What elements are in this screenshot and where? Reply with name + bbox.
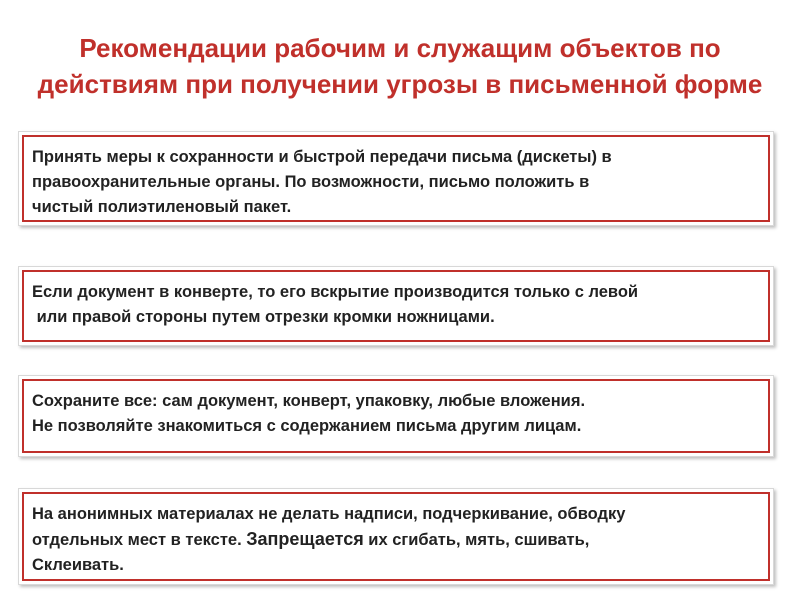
card-text-line: чистый полиэтиленовый пакет.	[32, 198, 292, 216]
card-text-line: Склеивать.	[32, 556, 124, 574]
card-text-line: правоохранительные органы. По возможности, письмо положить в	[32, 173, 590, 191]
card-text-fragment: их сгибать, мять, сшивать,	[363, 531, 590, 549]
recommendation-card-1	[18, 131, 774, 226]
title-line-1: Рекомендации рабочим и служащим объектов по	[79, 33, 721, 63]
recommendation-card-2	[18, 266, 774, 346]
page-title	[0, 30, 800, 102]
card-frame	[22, 379, 770, 453]
recommendation-card-4	[18, 488, 774, 585]
title-line-2: действиям при получении угрозы в письменной форме	[37, 69, 763, 99]
card-frame	[22, 135, 770, 222]
recommendation-card-3	[18, 375, 774, 457]
card-text-line: или правой стороны путем отрезки кромки ножницами.	[32, 308, 495, 326]
card-text-line: На анонимных материалах не делать надписи, подчеркивание, обводку	[32, 505, 626, 523]
card-text-line: Если документ в конверте, то его вскрытие производится только с левой	[32, 283, 639, 301]
card-text-line	[32, 527, 758, 553]
card-text-fragment: отдельных мест в тексте.	[32, 531, 247, 549]
card-text-line: Не позволяйте знакомиться с содержанием письма другим лицам.	[32, 417, 582, 435]
card-text-line: Сохраните все: сам документ, конверт, упаковку, любые вложения.	[32, 392, 586, 410]
emphasized-word: Запрещается	[246, 529, 364, 549]
card-frame	[22, 270, 770, 342]
card-text-line: Принять меры к сохранности и быстрой передачи письма (дискеты) в	[32, 148, 612, 166]
card-frame	[22, 492, 770, 581]
